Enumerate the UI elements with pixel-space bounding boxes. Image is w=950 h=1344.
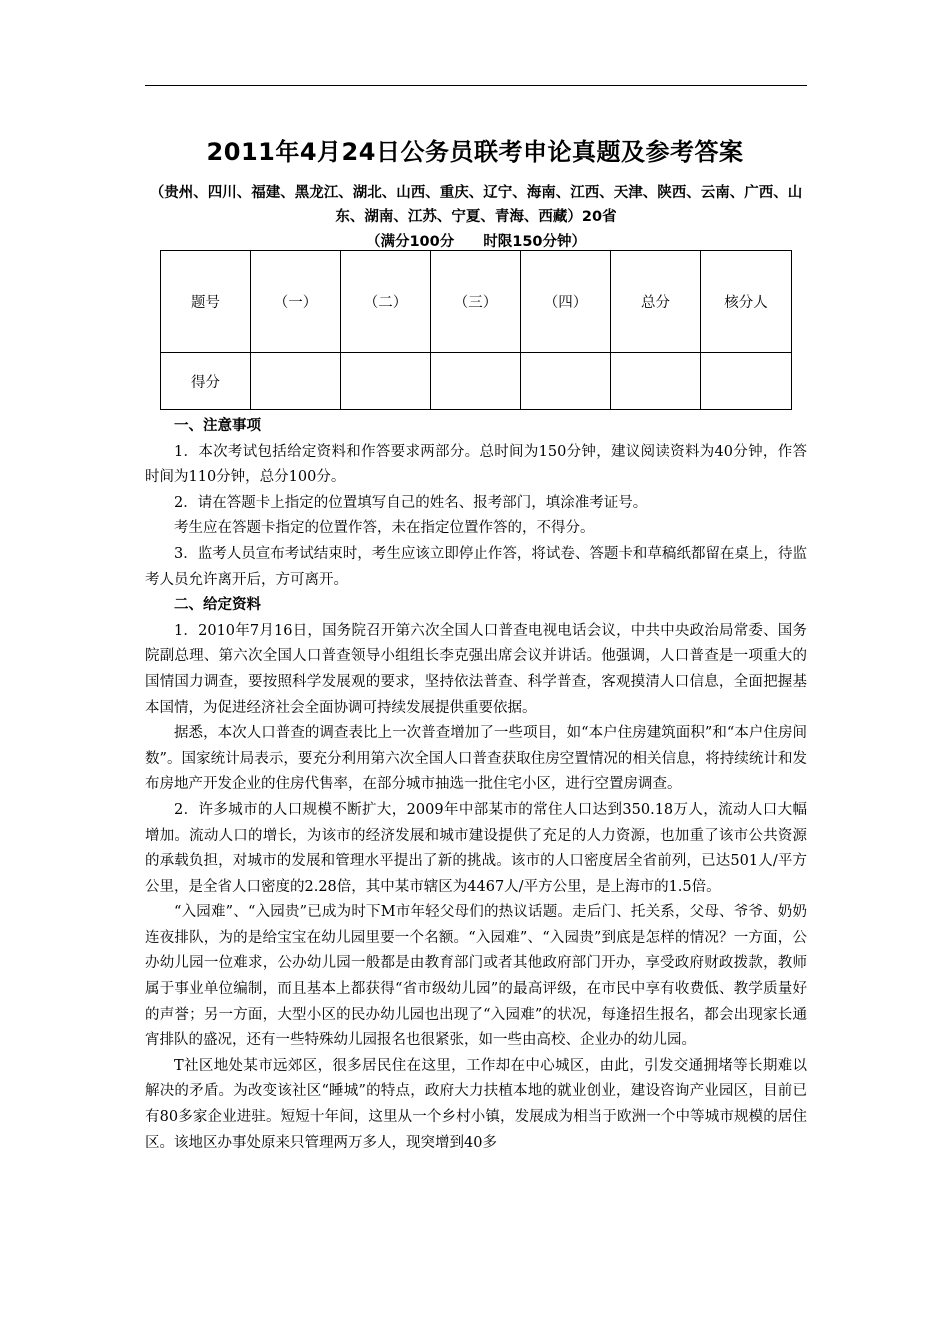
header-rule (145, 85, 807, 86)
paragraph: 2．许多城市的人口规模不断扩大，2009年中部某市的常住人口达到350.18万人，流动人口大幅增加。流动人口的增长，为该市的经济发展和城市建设提供了充足的人力资源，也加重了该市公共资源的承载负担，对城市的发展和管理水平提出了新的挑战。该市的人口密度居全省前列，已达501人/平方公里，是全省人口密度的2.28倍，其中某市辖区为4467人/平方公里，是上海市的1.5倍。 (145, 801, 807, 895)
subtitle-provinces-line1: （贵州、四川、福建、黑龙江、湖北、山西、重庆、辽宁、海南、江西、天津、陕西、云南、广西、山 (149, 185, 803, 201)
exam-info: （满分100分 时限150分钟） (365, 234, 587, 250)
paragraph: 2．请在答题卡上指定的位置填写自己的姓名、报考部门，填涂准考证号。 (174, 494, 648, 511)
document-body (145, 414, 807, 1156)
table-cell (341, 353, 431, 410)
table-cell: （一） (251, 251, 341, 353)
table-cell: （四） (521, 251, 611, 353)
section-heading-notice: 一、注意事项 (174, 418, 261, 434)
table-row (161, 251, 792, 353)
table-cell (521, 353, 611, 410)
paragraph: “入园难”、“入园贵”已成为时下M市年轻父母们的热议话题。走后门、托关系，父母、爷爷、奶奶连夜排队，为的是给宝宝在幼儿园里要一个名额。“入园难”、“入园贵”到底是怎样的情况？一方面，公办幼儿园一位难求，公办幼儿园一般都是由教育部门或者其他政府部门开办，享受政府财政拨款，教师属于事业单位编制，而且基本上都获得“省市级幼儿园”的最高评级，在市民中享有收费低、教学质量好的声誉；另一方面，大型小区的民办幼儿园也出现了“入园难”的状况，每逢招生报名，都会出现家长通宵排队的盛况，还有一些特殊幼儿园报名也很紧张，如一些由高校、企业办的幼儿园。 (145, 904, 807, 1049)
table-cell (611, 353, 701, 410)
table-cell: 题号 (161, 251, 251, 353)
table-cell (701, 353, 792, 410)
table-row (161, 353, 792, 410)
table-cell: 得分 (161, 353, 251, 410)
paragraph: 3．监考人员宣布考试结束时，考生应该立即停止作答，将试卷、答题卡和草稿纸都留在桌上，待监考人员允许离开后，方可离开。 (145, 545, 807, 588)
paragraph: 据悉，本次人口普查的调查表比上一次普查增加了一些项目，如“本户住房建筑面积”和“本户住房间数”。国家统计局表示，要充分利用第六次全国人口普查获取住房空置情况的相关信息，将持续统计和发布房地产开发企业的住房代售率，在部分城市抽选一批住宅小区，进行空置房调查。 (145, 725, 807, 793)
table-cell: 总分 (611, 251, 701, 353)
page-title: 2011年4月24日公务员联考申论真题及参考答案 (206, 138, 744, 166)
table-cell: （三） (431, 251, 521, 353)
table-cell: 核分人 (701, 251, 792, 353)
paragraph: 考生应在答题卡指定的位置作答，未在指定位置作答的，不得分。 (174, 520, 595, 537)
subtitle-provinces-line2: 东、湖南、江苏、宁夏、青海、西藏）20省 (335, 209, 617, 225)
section-heading-materials: 二、给定资料 (174, 597, 261, 614)
table-cell (431, 353, 521, 410)
paragraph: 1．本次考试包括给定资料和作答要求两部分。总时间为150分钟，建议阅读资料为40分钟，作答时间为110分钟，总分100分。 (145, 443, 807, 486)
paragraph: 1．2010年7月16日，国务院召开第六次全国人口普查电视电话会议，中共中央政治局常委、国务院副总理、第六次全国人口普查领导小组组长李克强出席会议并讲话。他强调，人口普查是一项重大的国情国力调查，要按照科学发展观的要求，坚持依法普查、科学普查，客观摸清人口信息，全面把握基本国情，为促进经济社会全面协调可持续发展提供重要依据。 (145, 622, 807, 716)
paragraph: T社区地处某市远郊区，很多居民住在这里，工作却在中心城区，由此，引发交通拥堵等长期难以解决的矛盾。为改变该社区“睡城”的特点，政府大力扶植本地的就业创业，建设咨询产业园区，目前已有80多家企业进驻。短短十年间，这里从一个乡村小镇，发展成为相当于欧洲一个中等城市规模的居住区。该地区办事处原来只管理两万多人，现突增到40多 (145, 1057, 807, 1151)
score-table (160, 250, 792, 410)
table-cell: （二） (341, 251, 431, 353)
table-cell (251, 353, 341, 410)
